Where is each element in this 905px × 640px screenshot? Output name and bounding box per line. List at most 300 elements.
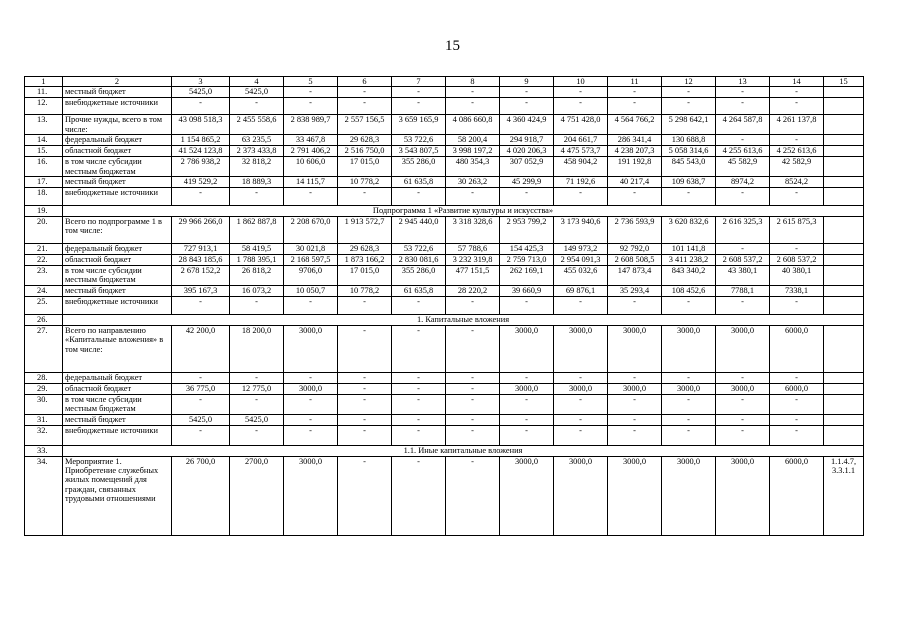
value-cell: 2 678 152,2: [172, 266, 230, 286]
row-number: 30.: [25, 394, 63, 414]
value-cell: 12 775,0: [230, 383, 284, 394]
row-number: 24.: [25, 285, 63, 296]
value-cell: 17 015,0: [338, 266, 392, 286]
value-cell: 4 751 428,0: [554, 115, 608, 135]
value-cell: -: [338, 87, 392, 98]
value-cell: 3 998 197,2: [446, 146, 500, 157]
value-cell: 43 380,1: [716, 266, 770, 286]
section-title: 1.1. Иные капитальные вложения: [63, 445, 864, 456]
table-row: [25, 266, 864, 286]
value-cell: 4 255 613,6: [716, 146, 770, 157]
value-cell: 5425,0: [230, 87, 284, 98]
value-cell: 3000,0: [608, 383, 662, 394]
value-cell: 2 954 091,3: [554, 255, 608, 266]
value-cell: 30 263,2: [446, 177, 500, 188]
value-cell: 29 628,3: [338, 135, 392, 146]
value-cell: 3000,0: [662, 325, 716, 372]
note-cell: [824, 157, 864, 177]
value-cell: 3000,0: [500, 383, 554, 394]
value-cell: 45 582,9: [716, 157, 770, 177]
value-cell: -: [446, 372, 500, 383]
section-title: Подпрограмма 1 «Развитие культуры и искусства»: [63, 206, 864, 217]
section-title: 1. Капитальные вложения: [63, 314, 864, 325]
value-cell: -: [500, 425, 554, 445]
note-cell: [824, 177, 864, 188]
value-cell: -: [284, 98, 338, 115]
value-cell: -: [770, 372, 824, 383]
value-cell: -: [500, 188, 554, 206]
row-number: 31.: [25, 414, 63, 425]
table-row: [25, 177, 864, 188]
value-cell: 16 073,2: [230, 285, 284, 296]
column-header: 15: [824, 77, 864, 87]
value-cell: -: [662, 98, 716, 115]
value-cell: 3000,0: [608, 325, 662, 372]
value-cell: -: [392, 296, 446, 314]
value-cell: 6000,0: [770, 325, 824, 372]
value-cell: -: [716, 425, 770, 445]
column-header: 5: [284, 77, 338, 87]
value-cell: 57 788,6: [446, 244, 500, 255]
value-cell: -: [662, 188, 716, 206]
value-cell: -: [554, 296, 608, 314]
value-cell: -: [392, 188, 446, 206]
value-cell: 3000,0: [608, 456, 662, 535]
value-cell: -: [172, 188, 230, 206]
value-cell: -: [554, 372, 608, 383]
value-cell: 2 830 081,6: [392, 255, 446, 266]
value-cell: 294 918,7: [500, 135, 554, 146]
value-cell: 2 759 713,0: [500, 255, 554, 266]
value-cell: -: [662, 87, 716, 98]
value-cell: -: [338, 383, 392, 394]
value-cell: 10 050,7: [284, 285, 338, 296]
table-row: [25, 157, 864, 177]
column-header: 9: [500, 77, 554, 87]
value-cell: -: [392, 394, 446, 414]
value-cell: -: [500, 98, 554, 115]
value-cell: 845 543,0: [662, 157, 716, 177]
value-cell: 3000,0: [716, 383, 770, 394]
value-cell: 2 373 433,8: [230, 146, 284, 157]
table-row: [25, 255, 864, 266]
row-number: 25.: [25, 296, 63, 314]
value-cell: 3 620 832,6: [662, 217, 716, 244]
value-cell: 45 299,9: [500, 177, 554, 188]
value-cell: 458 904,2: [554, 157, 608, 177]
value-cell: 92 792,0: [608, 244, 662, 255]
value-cell: -: [230, 296, 284, 314]
value-cell: 727 913,1: [172, 244, 230, 255]
value-cell: -: [446, 188, 500, 206]
value-cell: -: [446, 98, 500, 115]
value-cell: 3 318 328,6: [446, 217, 500, 244]
value-cell: 419 529,2: [172, 177, 230, 188]
value-cell: -: [284, 296, 338, 314]
value-cell: 4 564 766,2: [608, 115, 662, 135]
row-label: Мероприятие 1. Приобретение служебных жилых помещений для граждан, связанных трудовыми отношениями: [63, 456, 172, 535]
row-label: внебюджетные источники: [63, 98, 172, 115]
value-cell: 2 455 558,6: [230, 115, 284, 135]
value-cell: 2 945 440,0: [392, 217, 446, 244]
table-row: [25, 372, 864, 383]
value-cell: -: [338, 394, 392, 414]
value-cell: -: [284, 188, 338, 206]
value-cell: 149 973,2: [554, 244, 608, 255]
value-cell: 5425,0: [172, 414, 230, 425]
value-cell: 3000,0: [284, 456, 338, 535]
value-cell: 2 608 508,5: [608, 255, 662, 266]
value-cell: 9706,0: [284, 266, 338, 286]
value-cell: -: [446, 325, 500, 372]
value-cell: 14 115,7: [284, 177, 338, 188]
value-cell: -: [500, 414, 554, 425]
value-cell: -: [770, 98, 824, 115]
value-cell: 2 736 593,9: [608, 217, 662, 244]
row-label: в том числе субсидии местным бюджетам: [63, 394, 172, 414]
value-cell: -: [716, 394, 770, 414]
value-cell: 4 261 137,8: [770, 115, 824, 135]
note-cell: [824, 325, 864, 372]
value-cell: 455 032,6: [554, 266, 608, 286]
table-row: [25, 414, 864, 425]
row-number: 19.: [25, 206, 63, 217]
row-number: 29.: [25, 383, 63, 394]
value-cell: 40 217,4: [608, 177, 662, 188]
value-cell: 8524,2: [770, 177, 824, 188]
row-label: местный бюджет: [63, 285, 172, 296]
value-cell: 5 298 642,1: [662, 115, 716, 135]
value-cell: -: [500, 87, 554, 98]
value-cell: 1 788 395,1: [230, 255, 284, 266]
value-cell: 7338,1: [770, 285, 824, 296]
value-cell: 43 098 518,3: [172, 115, 230, 135]
row-number: 34.: [25, 456, 63, 535]
table-row: [25, 394, 864, 414]
value-cell: 2 616 325,3: [716, 217, 770, 244]
value-cell: 30 021,8: [284, 244, 338, 255]
column-header: 8: [446, 77, 500, 87]
note-cell: [824, 285, 864, 296]
note-cell: [824, 188, 864, 206]
value-cell: 843 340,2: [662, 266, 716, 286]
table-row: [25, 188, 864, 206]
value-cell: 61 635,8: [392, 285, 446, 296]
value-cell: 2 953 799,2: [500, 217, 554, 244]
column-header: 12: [662, 77, 716, 87]
value-cell: 10 606,0: [284, 157, 338, 177]
value-cell: -: [446, 414, 500, 425]
value-cell: 58 419,5: [230, 244, 284, 255]
row-number: 13.: [25, 115, 63, 135]
value-cell: 3 173 940,6: [554, 217, 608, 244]
column-header: 13: [716, 77, 770, 87]
value-cell: 10 778,2: [338, 285, 392, 296]
value-cell: -: [446, 87, 500, 98]
value-cell: -: [392, 456, 446, 535]
value-cell: -: [446, 456, 500, 535]
row-number: 26.: [25, 314, 63, 325]
note-cell: [824, 115, 864, 135]
row-label: внебюджетные источники: [63, 188, 172, 206]
table-row: [25, 115, 864, 135]
value-cell: -: [172, 425, 230, 445]
value-cell: -: [500, 296, 554, 314]
value-cell: 1 873 166,2: [338, 255, 392, 266]
value-cell: 147 873,4: [608, 266, 662, 286]
value-cell: 108 452,6: [662, 285, 716, 296]
value-cell: 286 341,4: [608, 135, 662, 146]
value-cell: -: [662, 394, 716, 414]
section-row: [25, 445, 864, 456]
value-cell: 41 524 123,8: [172, 146, 230, 157]
note-cell: [824, 87, 864, 98]
value-cell: 4 264 587,8: [716, 115, 770, 135]
value-cell: -: [770, 394, 824, 414]
note-cell: [824, 217, 864, 244]
value-cell: -: [230, 425, 284, 445]
column-header: 10: [554, 77, 608, 87]
column-header: 1: [25, 77, 63, 87]
value-cell: 3000,0: [500, 325, 554, 372]
value-cell: 2 208 670,0: [284, 217, 338, 244]
value-cell: -: [500, 372, 554, 383]
value-cell: 3000,0: [662, 456, 716, 535]
column-header: 2: [63, 77, 172, 87]
value-cell: 355 286,0: [392, 266, 446, 286]
note-cell: [824, 414, 864, 425]
row-label: в том числе субсидии местным бюджетам: [63, 157, 172, 177]
table-row: [25, 87, 864, 98]
value-cell: 40 380,1: [770, 266, 824, 286]
row-label: внебюджетные источники: [63, 425, 172, 445]
value-cell: -: [338, 188, 392, 206]
value-cell: 130 688,8: [662, 135, 716, 146]
value-cell: -: [770, 87, 824, 98]
table-row: [25, 244, 864, 255]
row-label: Всего по направлению «Капитальные вложения» в том числе:: [63, 325, 172, 372]
value-cell: 71 192,6: [554, 177, 608, 188]
note-cell: [824, 266, 864, 286]
value-cell: -: [608, 296, 662, 314]
value-cell: 2 608 537,2: [770, 255, 824, 266]
row-label: федеральный бюджет: [63, 244, 172, 255]
row-label: местный бюджет: [63, 177, 172, 188]
value-cell: -: [446, 383, 500, 394]
table-row: [25, 425, 864, 445]
value-cell: 29 966 266,0: [172, 217, 230, 244]
value-cell: -: [716, 188, 770, 206]
value-cell: 8974,2: [716, 177, 770, 188]
value-cell: 204 661,7: [554, 135, 608, 146]
value-cell: 36 775,0: [172, 383, 230, 394]
value-cell: -: [608, 414, 662, 425]
row-label: федеральный бюджет: [63, 135, 172, 146]
value-cell: -: [284, 414, 338, 425]
value-cell: -: [500, 394, 554, 414]
value-cell: 1 913 572,7: [338, 217, 392, 244]
row-number: 21.: [25, 244, 63, 255]
value-cell: 3 543 807,5: [392, 146, 446, 157]
table-row: [25, 456, 864, 535]
value-cell: 480 354,3: [446, 157, 500, 177]
value-cell: 39 660,9: [500, 285, 554, 296]
value-cell: 3000,0: [554, 325, 608, 372]
value-cell: 6000,0: [770, 456, 824, 535]
value-cell: 262 169,1: [500, 266, 554, 286]
value-cell: -: [554, 188, 608, 206]
value-cell: -: [716, 296, 770, 314]
value-cell: -: [608, 98, 662, 115]
value-cell: 355 286,0: [392, 157, 446, 177]
row-label: местный бюджет: [63, 414, 172, 425]
value-cell: 4 252 613,6: [770, 146, 824, 157]
value-cell: -: [770, 135, 824, 146]
value-cell: -: [716, 372, 770, 383]
value-cell: -: [284, 425, 338, 445]
value-cell: 17 015,0: [338, 157, 392, 177]
value-cell: 4 475 573,7: [554, 146, 608, 157]
value-cell: 307 052,9: [500, 157, 554, 177]
value-cell: 3000,0: [716, 325, 770, 372]
table-row: [25, 146, 864, 157]
value-cell: 3 411 238,2: [662, 255, 716, 266]
row-number: 27.: [25, 325, 63, 372]
value-cell: -: [172, 372, 230, 383]
value-cell: -: [284, 372, 338, 383]
table-row: [25, 285, 864, 296]
value-cell: -: [338, 98, 392, 115]
note-cell: [824, 383, 864, 394]
row-number: 18.: [25, 188, 63, 206]
value-cell: 5425,0: [230, 414, 284, 425]
value-cell: 4 238 207,3: [608, 146, 662, 157]
value-cell: -: [338, 325, 392, 372]
value-cell: -: [662, 372, 716, 383]
value-cell: -: [770, 425, 824, 445]
row-label: областной бюджет: [63, 383, 172, 394]
value-cell: -: [770, 188, 824, 206]
value-cell: 3000,0: [554, 383, 608, 394]
row-number: 20.: [25, 217, 63, 244]
note-cell: [824, 244, 864, 255]
value-cell: 7788,1: [716, 285, 770, 296]
value-cell: -: [230, 394, 284, 414]
value-cell: 154 425,3: [500, 244, 554, 255]
table-row: [25, 217, 864, 244]
value-cell: 2 615 875,3: [770, 217, 824, 244]
value-cell: -: [770, 414, 824, 425]
value-cell: -: [662, 296, 716, 314]
row-number: 28.: [25, 372, 63, 383]
note-cell: [824, 255, 864, 266]
value-cell: 5425,0: [172, 87, 230, 98]
value-cell: -: [554, 394, 608, 414]
note-cell: 1.1.4.7, 3.3.1.1: [824, 456, 864, 535]
value-cell: 3 232 319,8: [446, 255, 500, 266]
row-number: 17.: [25, 177, 63, 188]
row-label: в том числе субсидии местным бюджетам: [63, 266, 172, 286]
value-cell: -: [284, 394, 338, 414]
column-header: 3: [172, 77, 230, 87]
note-cell: [824, 394, 864, 414]
value-cell: 2 791 406,2: [284, 146, 338, 157]
value-cell: -: [338, 372, 392, 383]
row-label: Прочие нужды, всего в том числе:: [63, 115, 172, 135]
column-header: 6: [338, 77, 392, 87]
header-row: [25, 77, 864, 87]
value-cell: -: [770, 244, 824, 255]
value-cell: 395 167,3: [172, 285, 230, 296]
value-cell: 4 086 660,8: [446, 115, 500, 135]
value-cell: -: [338, 296, 392, 314]
value-cell: 29 628,3: [338, 244, 392, 255]
value-cell: 53 722,6: [392, 135, 446, 146]
value-cell: -: [284, 87, 338, 98]
row-number: 16.: [25, 157, 63, 177]
value-cell: -: [172, 296, 230, 314]
value-cell: 101 141,8: [662, 244, 716, 255]
value-cell: 2700,0: [230, 456, 284, 535]
row-label: местный бюджет: [63, 87, 172, 98]
value-cell: -: [716, 135, 770, 146]
value-cell: 2 608 537,2: [716, 255, 770, 266]
value-cell: 26 700,0: [172, 456, 230, 535]
value-cell: 18 889,3: [230, 177, 284, 188]
value-cell: -: [608, 394, 662, 414]
value-cell: 109 638,7: [662, 177, 716, 188]
value-cell: 69 876,1: [554, 285, 608, 296]
row-number: 23.: [25, 266, 63, 286]
value-cell: 3000,0: [284, 383, 338, 394]
value-cell: -: [554, 98, 608, 115]
value-cell: 63 235,5: [230, 135, 284, 146]
note-cell: [824, 425, 864, 445]
value-cell: -: [608, 372, 662, 383]
value-cell: -: [392, 372, 446, 383]
column-header: 7: [392, 77, 446, 87]
value-cell: 28 220,2: [446, 285, 500, 296]
row-label: областной бюджет: [63, 255, 172, 266]
value-cell: -: [446, 425, 500, 445]
value-cell: -: [392, 87, 446, 98]
value-cell: -: [662, 414, 716, 425]
value-cell: 32 818,2: [230, 157, 284, 177]
page-number: 15: [445, 38, 460, 54]
row-label: внебюджетные источники: [63, 296, 172, 314]
value-cell: 3 659 165,9: [392, 115, 446, 135]
value-cell: 2 557 156,5: [338, 115, 392, 135]
budget-table-body: [25, 77, 864, 536]
budget-table: [24, 76, 864, 536]
value-cell: 53 722,6: [392, 244, 446, 255]
value-cell: -: [338, 414, 392, 425]
value-cell: 58 200,4: [446, 135, 500, 146]
row-number: 14.: [25, 135, 63, 146]
value-cell: -: [716, 244, 770, 255]
column-header: 11: [608, 77, 662, 87]
value-cell: 2 838 989,7: [284, 115, 338, 135]
note-cell: [824, 296, 864, 314]
value-cell: -: [554, 414, 608, 425]
value-cell: -: [770, 296, 824, 314]
section-row: [25, 206, 864, 217]
row-number: 11.: [25, 87, 63, 98]
value-cell: -: [716, 414, 770, 425]
row-number: 22.: [25, 255, 63, 266]
value-cell: 1 862 887,8: [230, 217, 284, 244]
value-cell: 3000,0: [662, 383, 716, 394]
